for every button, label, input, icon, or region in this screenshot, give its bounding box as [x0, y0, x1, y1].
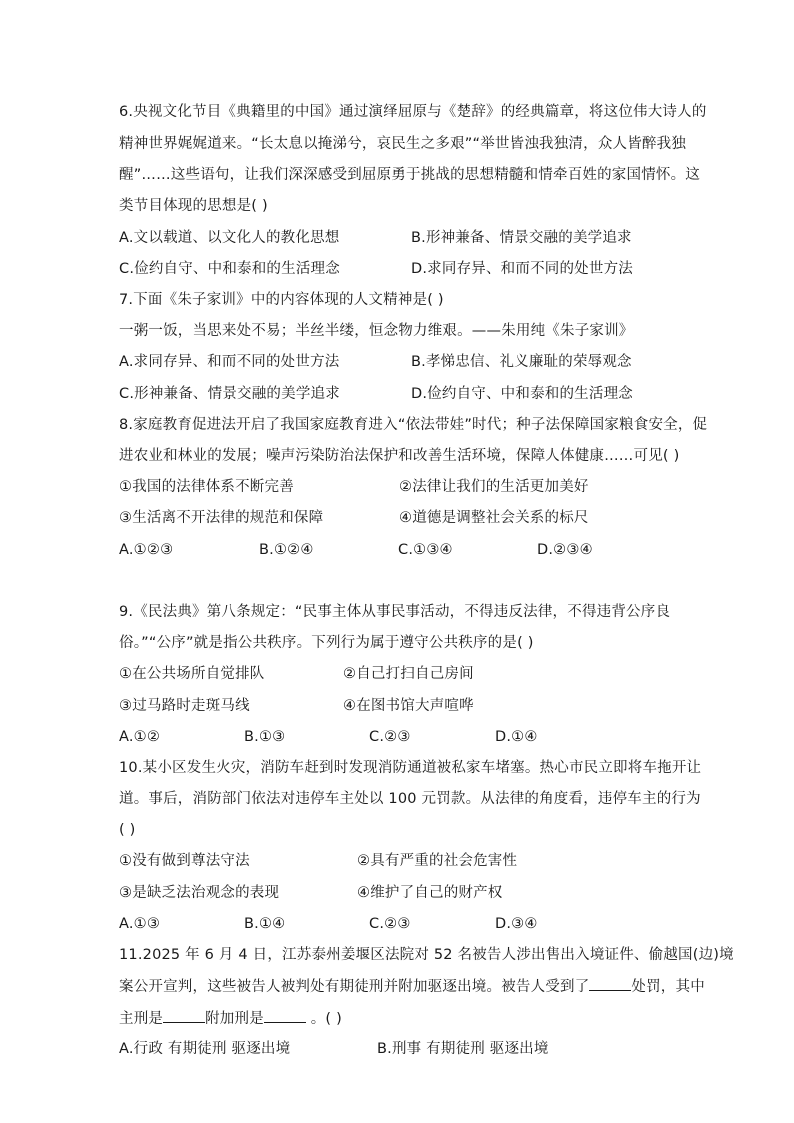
- q9-statement-4: ④在图书馆大声喧哗: [343, 698, 474, 714]
- q9-option-a: A.①②: [119, 729, 161, 745]
- q11-stem-line-3: [119, 1008, 342, 1029]
- q11-stem-line-2-tail: 处罚，其中: [631, 979, 705, 995]
- q11-option-a: A.行政 有期徒刑 驱逐出境: [119, 1041, 291, 1057]
- q8-stem-line-1: 8.家庭教育促进法开启了我国家庭教育进入“依法带娃”时代；种子法保障国家粮食安全，促: [119, 417, 708, 433]
- q8-statement-4: ④道德是调整社会关系的标尺: [399, 510, 589, 526]
- q9-option-b: B.①③: [244, 729, 286, 745]
- q8-option-d: D.②③④: [537, 542, 593, 558]
- q10-statement-4: ④维护了自己的财产权: [357, 885, 503, 901]
- q11-main-penalty-label: 主刑是: [119, 1011, 164, 1027]
- q11-stem-line-3-tail: 。( ): [305, 1011, 342, 1027]
- q6-stem-line-2: 精神世界娓娓道来。“长太息以掩涕兮，哀民生之多艰”“举世皆浊我独清，众人皆醉我独: [119, 136, 687, 152]
- q9-stem-line-1: 9.《民法典》第八条规定：“民事主体从事民事活动，不得违反法律，不得违背公序良: [119, 604, 671, 620]
- q6-option-d: D.求同存异、和而不同的处世方法: [411, 261, 633, 277]
- answer-blank-3: [264, 1008, 306, 1023]
- q10-statement-2: ②具有严重的社会危害性: [357, 853, 518, 869]
- q7-stem-line-1: 7.下面《朱子家训》中的内容体现的人文精神是( ): [119, 292, 444, 308]
- q6-option-a: A.文以载道、以文化人的教化思想: [119, 230, 340, 246]
- q9-option-c: C.②③: [369, 729, 411, 745]
- q6-stem-line-3: 醒”……这些语句，让我们深深感受到屈原勇于挑战的思想精髓和情牵百姓的家国情怀。这: [119, 167, 701, 183]
- q8-stem-line-2: 进农业和林业的发展；噪声污染防治法保护和改善生活环境，保障人体健康……可见( ): [119, 448, 680, 464]
- answer-blank-2: [163, 1008, 205, 1023]
- q7-option-b: B.孝悌忠信、礼义廉耻的荣辱观念: [411, 354, 632, 370]
- q10-stem-line-2: 道。事后，消防部门依法对违停车主处以 100 元罚款。从法律的角度看，违停车主的行为: [119, 791, 701, 807]
- q9-option-d: D.①④: [495, 729, 538, 745]
- answer-blank-1: [589, 976, 631, 991]
- q10-option-d: D.③④: [495, 916, 538, 932]
- q6-stem-line-1: 6.央视文化节目《典籍里的中国》通过演绎屈原与《楚辞》的经典篇章，将这位伟大诗人的: [119, 104, 707, 120]
- q10-option-a: A.①③: [119, 916, 161, 932]
- q10-option-b: B.①④: [244, 916, 286, 932]
- q9-stem-line-2: 俗。”“公序”就是指公共秩序。下列行为属于遵守公共秩序的是( ): [119, 635, 534, 651]
- q9-statement-1: ①在公共场所自觉排队: [119, 666, 265, 682]
- q10-stem-line-3: ( ): [119, 822, 136, 838]
- q9-statement-3: ③过马路时走斑马线: [119, 698, 250, 714]
- q8-statement-2: ②法律让我们的生活更加美好: [399, 479, 589, 495]
- q8-option-a: A.①②③: [119, 542, 174, 558]
- q9-statement-2: ②自己打扫自己房间: [343, 666, 474, 682]
- q7-option-d: D.俭约自守、中和泰和的生活理念: [411, 386, 633, 402]
- q10-stem-line-1: 10.某小区发生火灾，消防车赶到时发现消防通道被私家车堵塞。热心市民立即将车拖开让: [119, 760, 702, 776]
- q8-option-c: C.①③④: [398, 542, 453, 558]
- q7-option-a: A.求同存异、和而不同的处世方法: [119, 354, 340, 370]
- q11-stem-line-1: 11.2025 年 6 月 4 日，江苏泰州姜堰区法院对 52 名被告人涉出售出入境证件、偷越国(边)境: [119, 947, 734, 963]
- q11-option-b: B.刑事 有期徒刑 驱逐出境: [377, 1041, 549, 1057]
- q10-statement-3: ③是缺乏法治观念的表现: [119, 885, 280, 901]
- q11-stem-line-2-text: 案公开宣判，这些被告人被判处有期徒刑并附加驱逐出境。被告人受到了: [119, 979, 590, 995]
- q7-quote: 一粥一饭，当思来处不易；半丝半缕，恒念物力维艰。——朱用纯《朱子家训》: [119, 323, 634, 339]
- q8-option-b: B.①②④: [259, 542, 314, 558]
- q10-option-c: C.②③: [369, 916, 411, 932]
- q10-statement-1: ①没有做到尊法守法: [119, 853, 250, 869]
- q6-option-c: C.俭约自守、中和泰和的生活理念: [119, 261, 340, 277]
- q6-stem-line-4: 类节目体现的思想是( ): [119, 198, 268, 214]
- q11-additional-penalty-label: 附加刑是: [205, 1011, 264, 1027]
- q8-statement-3: ③生活离不开法律的规范和保障: [119, 510, 324, 526]
- q8-statement-1: ①我国的法律体系不断完善: [119, 479, 294, 495]
- q7-option-c: C.形神兼备、情景交融的美学追求: [119, 386, 340, 402]
- q11-stem-line-2: [119, 976, 705, 997]
- q6-option-b: B.形神兼备、情景交融的美学追求: [411, 230, 632, 246]
